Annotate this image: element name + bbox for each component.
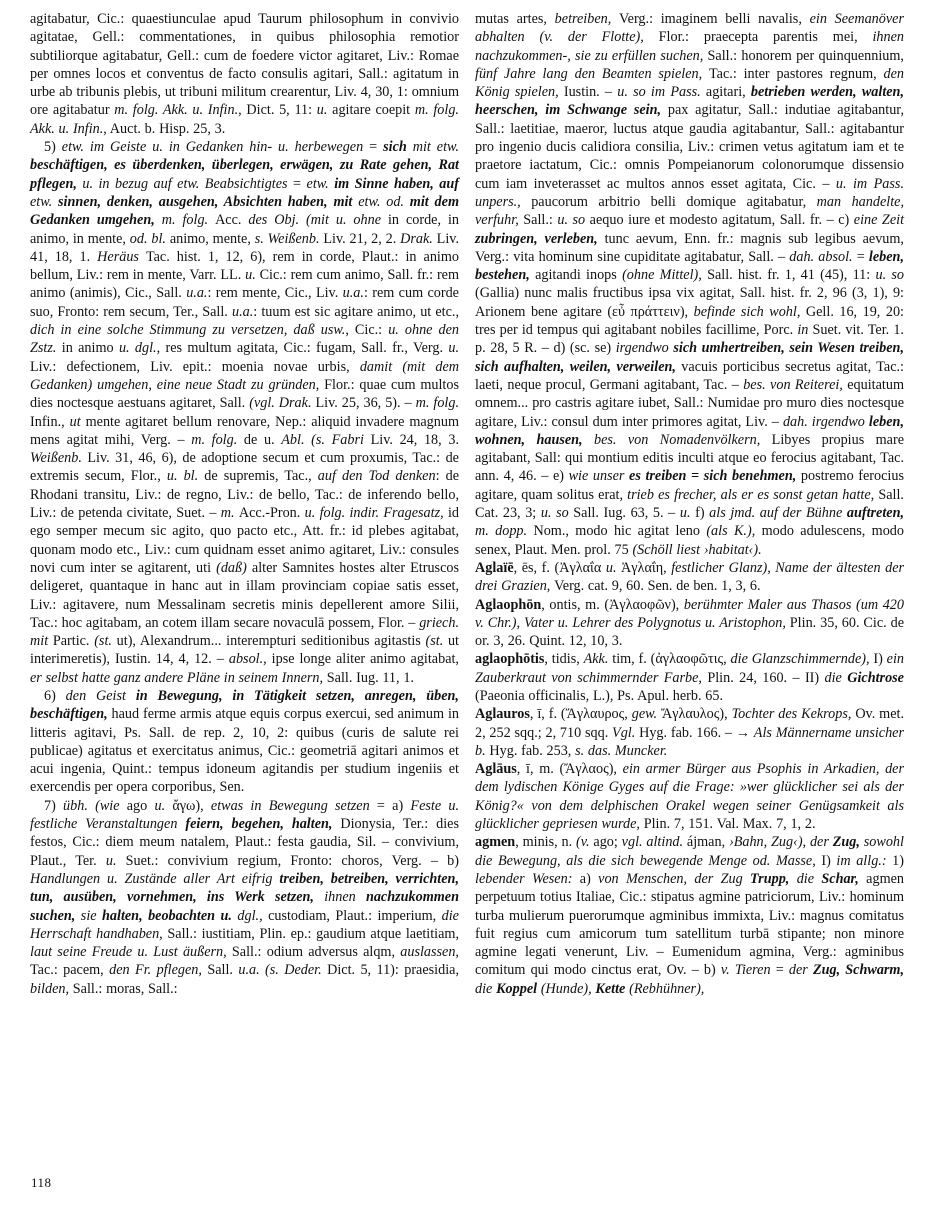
entry-paragraph [30,687,459,797]
text-segment: etw. od. [358,193,404,210]
entry-paragraph [475,705,904,760]
text-segment: m. [220,505,239,522]
text-segment: halten, beobachten u. [102,907,238,924]
text-segment: dich in eine solche Stimmung zu versetzen, daß usw. [30,322,346,339]
text-segment: (Rebhühner), [629,980,705,997]
text-segment: der [788,962,813,979]
text-segment: sowohl die Bewegung, als die sich bewegende Menge od. Masse, [475,834,904,869]
text-segment: feiern, begehen, halten, [185,816,341,833]
text-segment: Liv. 24, 18, 3. [370,431,459,448]
text-segment: fünf Jahre lang den Beamten spielen, [475,65,709,82]
text-segment: u. [316,102,328,119]
text-segment: Libyes propius mare agitabant, Sall: qui montium editis inculti atque eo ferocius agitabant, Tac. ann. 4, 46. – e) [475,431,904,485]
text-segment: (Gallia) nunc malis fructibus ipsa vix agitat, Sall. hist. fr. 2, 96 (3, 1), 9: Arionem bene agitare (εὖ πράττειν), [475,285,904,320]
text-segment: Hyg. fab. 253, [489,742,576,759]
text-segment: u. [448,340,459,357]
text-segment: (st. [94,633,117,650]
text-segment: etw. im Geiste u. in Gedanken hin- u. herbewegen [61,139,364,156]
headword: Aglaïē [475,559,514,576]
text-segment: den Fr. pflegen, [109,962,208,979]
text-segment: absol., [228,651,272,668]
text-segment: agitari, [705,84,751,101]
text-segment: ipse longe aliter animo agitabat, [271,651,459,668]
text-segment: die [824,669,848,686]
text-segment: Akk. [583,651,613,668]
text-segment: id ego semper mecum sic agito, quo pacto etc., Att. fr.: id plebes agitabat, quonam modo etc., Liv.: cum quidnam esset animo agitaret, Liv.: consules novi cum inter se agitarent, uti [30,505,459,576]
text-segment: u. folg. indir. Fragesatz, [304,505,448,522]
text-segment: mit etw. [406,139,459,156]
text-segment: de supremis, Tac., [204,468,318,485]
text-segment: ájman, [686,834,729,851]
text-segment: bes. von Reiterei, [743,376,848,393]
text-segment: betrieben werden, walten, heerschen, im Schwange sein, [475,84,904,119]
text-segment: des Obj. (mit u. ohne [248,212,388,229]
text-segment: Zug, Schwarm, [812,962,905,979]
text-segment: Heräus [97,248,146,265]
text-segment: gew. [631,706,661,723]
text-segment: betreiben, [554,11,619,27]
text-segment: Dict. 5, 11): praesidia, [327,962,459,979]
text-segment: Liv. 31, 46, 6), de adoptione secum et cum proxumis, Tac.: de extremis secum, Flor., [30,450,459,485]
text-segment: od. bl. [129,230,170,247]
text-segment: die Glanzschimmernde), [730,651,874,668]
text-segment: Sall. hist. fr. 1, 41 (45), 11: [707,267,876,284]
text-segment: etw. [30,193,53,210]
text-segment: die Herrschaft handhaben, [30,907,459,942]
right-column [475,10,904,998]
text-segment: den Geist [65,687,136,704]
text-segment: agitandi inops [535,267,623,284]
text-segment: , ontis, m. (Ἀγλαοφῶν), [541,596,684,613]
text-segment: Hyg. fab. 166. – → [639,724,754,741]
text-segment: mutas artes, [475,11,555,27]
text-segment: m. folg. Akk. u. Infin. [30,102,459,137]
text-segment: , ēs, f. (Ἀγλαΐα [513,559,606,576]
text-segment: , res multum agitata, Cic.: fugam, Sall. fr., Verg. [156,340,449,357]
text-segment: ihnen [324,889,366,906]
text-segment: Kette [595,980,630,997]
entry-paragraph [475,10,904,559]
text-segment: mente agitaret bellum renovare, Nep.: aliquid invadere magnum mens agitat mihi, Verg. – [30,413,459,448]
text-segment: Trupp, [750,870,797,887]
text-segment: (ohne Mittel), [622,267,708,284]
text-segment: Gell. 16, 19, 20: tres per id tempus qui agitabant nobiles facillime, Porc. [475,303,904,339]
text-segment: Suet. vit. Ter. 1. p. 28, 5 R. – d) (sc. se) [475,322,904,357]
text-segment: Sall. [207,962,239,979]
text-segment: Plin. 24, 160. – II) [707,669,825,686]
text-segment: , ī, m. (Ἄγλαος), [516,761,623,778]
text-segment: u.a. [186,285,208,302]
text-segment: u.a. [342,285,364,302]
text-segment: u. [105,852,126,869]
text-segment: agitabatur, Cic.: quaestiunculae apud Taurum philosophum in convivio agitatae, Gell.: commentationes, in quibus philosophia remotior subtiliorque agitabatur, Gell.: cum de foedere victor agitaret, Liv.: Romae per omnes locos et conventus de facto consulis agitari, Sall.: agitatum in urbe ab tribunis plebis, ut tribuni militum crearentur, Liv. 4, 30, 1: omnium ore agitabatur [30,11,459,119]
text-segment: sinnen, denken, ausgehen, Absichten haben, mit [52,193,359,210]
text-segment: = [287,175,307,192]
text-segment: damit (mit dem Gedanken) umgehen, eine neue Stadt zu gründen, [30,358,459,393]
text-segment: Ov. met. 2, 252 sqq.; 2, 710 sqq. [475,706,904,741]
text-segment: ut interimeretis), Iustin. 14, 4, 12. – [30,633,459,668]
text-segment: (Schöll liest ›habitat‹). [632,541,762,558]
text-columns [30,10,905,998]
text-segment: = [775,962,789,979]
text-segment: f) [695,505,710,522]
text-segment: Acc.-Pron. [238,505,305,522]
text-segment: haud ferme armis atque equis corpus exercui, sed animum in litteris agitavi, Ps. Sall. de rep. 2, 10, 2: quibus (curis de salute rei publicae) agitatus et exercitatus animus, Cic.: geometriā agitari animos et acui ingenia, Quint.: tempus idoneum agitandis per studium ingeniis et exercendis per opera corporibus, Sen. [30,706,459,796]
left-column [30,10,459,998]
text-segment: Sall. Iug. 11, 1. [326,669,414,686]
text-segment: : rem mente, Cic., Liv. [207,285,343,302]
text-segment: in animo [61,340,119,357]
text-segment: Plin. 35, 60. Cic. de or. 3, 26. Quint. 12, 10, 3. [475,614,904,650]
text-segment: u. bl. [166,468,205,485]
text-segment: Plin. 7, 151. Val. Max. 7, 1, 2. [643,816,816,833]
text-segment: sie [80,907,103,924]
headword: Aglaophōn [475,596,542,613]
text-segment: Liv. 41, 18, 1. [30,230,459,265]
text-segment: m. folg. [191,431,244,448]
text-segment: Drak. [400,230,437,247]
text-segment: u. [154,797,173,814]
text-segment: treiben, betreiben, verrichten, tun, ausüben, vornehmen, ins Werk setzen, [30,870,459,906]
text-segment: übh. (wie [63,797,127,814]
text-segment: ut [69,413,86,430]
text-segment: Sall. Cat. 23, 3; [475,486,904,522]
text-segment: u. in bezug auf etw. Beabsichtigtes [76,175,288,192]
text-segment: sich umhertreiben, sein Wesen treiben, sich aufhalten, weilen, verweilen, [475,340,904,375]
text-segment: (v. [576,834,594,851]
entry-paragraph [475,760,904,833]
text-segment: wie unser [568,468,630,485]
text-segment: dah. irgendwo [782,413,869,430]
text-segment: laut seine Freude u. Lust äußern, [30,944,232,961]
text-segment: equitatum omnem... pro castris agitare iubet, Sall.: Numidae pro muro dies noctesque agitare, Liv.: consul dum inter primores agitat, Liv. – [475,376,904,430]
text-segment: Koppel [496,980,541,997]
text-segment: Iustin. – [563,84,618,101]
text-segment: Dionysia, Ter.: dies festos, Cic.: diem meum natalem, Plaut.: festa gaudia, Sil. – convivium, Plaut., Ter. [30,816,459,869]
text-segment: Verg. cat. 9, 60. Sen. de ben. 1, 3, 6. [554,578,761,595]
text-segment: Liv.: defectionem, Liv. epit.: moenia novae urbis, [30,358,360,375]
text-segment: u. so [540,505,574,522]
text-segment: (daß) [216,559,252,576]
headword: Aglāus [475,761,517,778]
text-segment: pax agitatur, Sall.: indutiae agitabantur, Sall.: laetitiae, maeror, luctus atque gaudia agitabantur, Sall.: agitabantur pro ingenio ducis calidiora consilia, Liv.: crimen vetus agitatum iam et te praetore iactatum, Cic.: omnis Pompeianorum colonorumque dissensio cum iam inveterasset ac multos annos esset agitata, Cic. – [475,102,904,192]
text-segment: Tac. hist. 1, 12, 6), rem in corde, Plaut.: in animo bellum, Liv.: rem in mente, Varr. LL. [30,248,459,284]
text-segment: : de Rhodani transitu, Liv.: de regno, Liv.: de bello, Tac.: de inferendo bello, Liv.: de petenda civitate, Suet. – [30,468,459,522]
text-segment: ut), Alexandrum... interempturi seditionibus agitastis [116,633,426,650]
text-segment: er selbst hatte ganz andere Pläne in seinem Innern, [30,669,327,686]
text-segment: (Paeonia officinalis, L.), Ps. Apul. herb. 65. [475,687,723,704]
text-segment: Schar, [821,870,867,887]
text-segment: tunc aevum, Enn. fr.: magnis sub legibus aevum, Verg.: vita hominum sine cupiditate agitabatur, Sall. – [475,230,904,265]
text-segment: s. Weißenb. [254,230,324,247]
text-segment: Partic. [52,633,95,650]
text-segment: Zug, [832,834,864,851]
text-segment: agitare coepit [327,102,415,119]
text-segment: v. Tieren [720,962,776,979]
text-segment: (st. [425,633,448,650]
text-segment: Ἄγλαυλος), [660,706,732,723]
text-segment: I) [821,852,837,869]
text-segment: m. folg. [415,395,459,412]
text-segment: u. so [875,267,905,284]
text-segment: agmen perpetuum totius Italiae, Cic.: stipatus agmine patriciorum, Liv.: hominum turba mulierum puerorumque agminibus immixta, Liv.: magnus comitatus fuit regius cum amicorum tum satellitum turbā stipante; non minore agmine legati venerunt, Liv. – Eumenidum agmina, Verg.: agminibus comitum qui modo cinctus erat, Ov. – b) [475,870,904,979]
text-segment: befinde sich wohl, [693,303,806,320]
text-segment: ›Bahn, Zug‹), der [728,834,833,851]
text-segment: u. [679,505,696,522]
text-segment: Sall.: odium adversus alqm, [231,944,401,961]
text-segment: Tochter des Kekrops, [731,706,856,723]
text-segment: s. das. Muncker. [575,742,668,759]
text-segment: sich [383,139,407,156]
text-segment: custodiam, Plaut.: imperium, [268,907,442,924]
text-segment: bilden, [30,980,73,997]
text-segment: a) [579,870,599,887]
text-segment: u. ohne den Zstz. [30,322,459,357]
text-segment: , minis, n. [515,834,577,851]
text-segment: de u. [243,431,282,448]
text-segment: trieb es frecher, als er es sonst getan hatte, [627,486,879,503]
text-segment: u. dgl. [118,340,157,357]
text-segment: nachzukommen suchen, [30,889,459,924]
text-segment: im allg.: [836,852,893,869]
text-segment: u.a. [231,303,254,320]
text-segment: im Sinne haben, auf [328,175,460,192]
text-segment: u.a. (s. Deder. [238,962,328,979]
text-segment: postremo ferocius agitare, quam solitus erat, [475,468,904,503]
text-segment: Infin., [30,413,70,430]
text-segment: alter Samnites hostes alter Etruscos deligeret, quantaque in hanc aut in illam provinciam copiae satis esset, Liv.: agitavere, num Messalinam secretis minis depellerent amore Silii, Tac.: hoc agitabam, an cotem illam secare novaculā possem, Flor. – [30,559,459,631]
text-segment: Weißenb. [30,450,88,467]
headword: aglaophōtis [475,651,545,668]
text-segment: leben, wohnen, hausen, [475,413,904,448]
entry-paragraph [30,138,459,687]
text-segment: Liv. 21, 2, 2. [323,230,401,247]
text-segment: modo adulescens, modo senex, Plaut. Men. prol. 75 [475,523,904,558]
text-segment: Liv. 25, 36, 5). – [315,395,416,412]
text-segment: ἄγω), [172,797,211,814]
text-segment: ago; [593,834,622,851]
text-segment: Tac.: inter pastores regnum, [709,65,884,82]
text-segment: , tidis, [544,651,584,668]
text-segment: auftreten, [846,505,905,522]
entry-paragraph [475,559,904,596]
text-segment: 7) [44,797,64,814]
text-segment: Nom., modo hic agitat leno [533,523,707,540]
text-segment: Ἀγλαΐη, [621,559,672,576]
text-segment: ein Zauberkraut von schimmernder Farbe, [475,651,905,686]
text-segment: Sall.: moras, Sall.: [72,980,178,997]
text-segment: den König spielen, [475,65,905,101]
text-segment: : rem cum corde suo, Fronto: rem secum, Ter., Sall. [30,285,459,320]
text-segment: , Dict. 5, 11: [238,102,317,119]
text-segment: auslassen, [400,944,459,961]
text-segment: vgl. altind. [621,834,687,851]
text-segment: etw. [306,175,329,192]
text-segment: Als Männername unsicher b. [475,724,904,759]
text-segment: Suet.: convivium regium, Fronto: choros, Verg. – b) [125,852,459,869]
text-segment: Sall. Iug. 63, 5. – [573,505,680,522]
text-segment: Sall.: iustitiam, Plin. ep.: gaudium atque laetitiam, [167,925,460,942]
text-segment: (Hunde), [540,980,596,997]
text-segment: die [796,870,822,887]
text-segment: = [363,139,384,156]
text-segment: u. so [557,212,590,229]
text-segment: irgendwo [615,340,674,357]
text-segment: tim, f. (ἀγλαοφῶτις, [612,651,731,668]
entry-paragraph [30,10,459,138]
text-segment: u. [245,267,260,284]
page-number: 118 [31,1175,52,1190]
text-segment: Abl. (s. Fabri [281,431,371,448]
text-segment: bes. von Nomadenvölkern, [594,431,772,448]
entry-paragraph [475,833,904,998]
text-segment: Cic.: rem cum animo, Sall. fr.: rem animo (animis), Cic., Sall. [30,267,460,302]
text-segment: u. im Pass. unpers., [475,175,904,210]
text-segment: zubringen, verleben, [475,230,605,247]
text-segment: eine Zeit [853,212,905,229]
text-segment: Acc. [215,212,249,229]
text-segment: aequo iure et modesto agitatum, Sall. fr. – c) [589,212,854,229]
entry-paragraph [30,797,459,998]
text-segment: 6) [44,687,66,704]
text-segment: Flor.: praecepta parentis mei, [658,29,873,46]
text-segment: festlicher Glanz), Name der ältesten der drei Grazien, [475,559,905,595]
text-segment: Feste u. festliche Veranstaltungen [30,797,459,833]
text-segment: als jmd. auf der Bühne [709,505,847,522]
text-segment: Sall.: [523,212,558,229]
text-segment: griech. mit [30,614,459,650]
text-segment: in Bewegung, in Tätigkeit setzen, anregen, üben, beschäftigen, [30,687,459,723]
text-segment: dah. absol. [789,248,857,265]
text-segment: Vgl. [612,724,640,741]
text-segment: es treiben = sich benehmen, [629,468,801,485]
text-segment: 1) [892,852,904,869]
text-segment: m. dopp. [475,523,534,540]
text-segment: I) [873,651,887,668]
entry-paragraph [475,596,904,651]
text-segment: ago [126,797,155,814]
text-segment: in [797,322,813,339]
entry-paragraph [475,650,904,705]
text-segment: Gichtrose [847,669,904,686]
text-segment: = a) [376,797,411,814]
text-segment: (als K.), [706,523,762,540]
text-segment: , Auct. b. Hisp. 25, 3. [103,120,226,137]
text-segment: animo, mente, [169,230,255,247]
text-segment: beschäftigen, es überdenken, überlegen, erwägen, zu Rate gehen, Rat pflegen, [30,157,459,192]
text-segment: Handlungen u. Zustände aller Art eifrig [30,870,280,887]
text-segment: u. [605,559,622,576]
text-segment: ein armer Bürger aus Psophis in Arkadien, der dem lydischen Könige Gyges auf die Frage: »wer glücklicher sei als der König?« von dem delphischen Orakel wegen seiner Genügsamkeit als glücklicher gepriesen wurde, [475,761,904,833]
text-segment: auf den Tod denken [317,468,436,485]
text-segment: von Menschen, der Zug [598,870,751,887]
text-segment: man handelte, verfuhr, [475,193,904,229]
headword: agmen [475,834,516,851]
text-segment: : tuum est sic agitare animo, ut etc., [253,303,460,320]
text-segment: (vgl. Drak. [249,395,316,412]
text-segment: dgl., [237,907,269,924]
text-segment: , ī, f. (Ἄγλαυρος, [529,706,632,723]
text-segment: paucorum arbitrio belli domique agitabatur, [531,193,817,210]
text-segment: Sall.: honorem per quinquennium, [707,47,904,64]
text-segment: berühmter Maler aus Thasos (um 420 v. Chr.), Vater u. Lehrer des Polygnotus u. Aristophon, [475,596,904,631]
text-segment: ihnen nachzukommen-, sie zu erfüllen suchen, [475,29,905,64]
text-segment: Tac.: pacem, [30,962,110,979]
text-segment: mit dem Gedanken umgehen, [30,193,459,229]
text-segment: = [856,248,869,265]
text-segment: , Cic.: [345,322,389,339]
headword: Aglauros [475,706,530,723]
text-segment: etwas in Bewegung setzen [210,797,377,814]
text-segment: m. folg. [154,212,216,229]
text-segment: 5) [44,139,62,156]
text-segment: Flor.: quae cum multos dies noctesque aestuans agitaret, Sall. [30,376,459,412]
text-segment: u. so im Pass. [617,84,706,101]
text-segment: ein Seemanöver abhalten (v. der Flotte), [475,11,904,46]
text-segment: in corde, in animo, in mente, [30,212,459,247]
text-segment: m. folg. Akk. u. Infin. [114,102,239,119]
text-segment: leben, bestehen, [475,248,904,284]
text-segment: lebender Wesen: [475,870,580,887]
text-segment: die [475,980,497,997]
text-segment: Verg.: imaginem belli navalis, [619,11,810,27]
text-segment: vacuis porticibus secretus agitat, Tac.: laeti, neque procul, Germani agitabant, Tac. – [475,358,904,393]
